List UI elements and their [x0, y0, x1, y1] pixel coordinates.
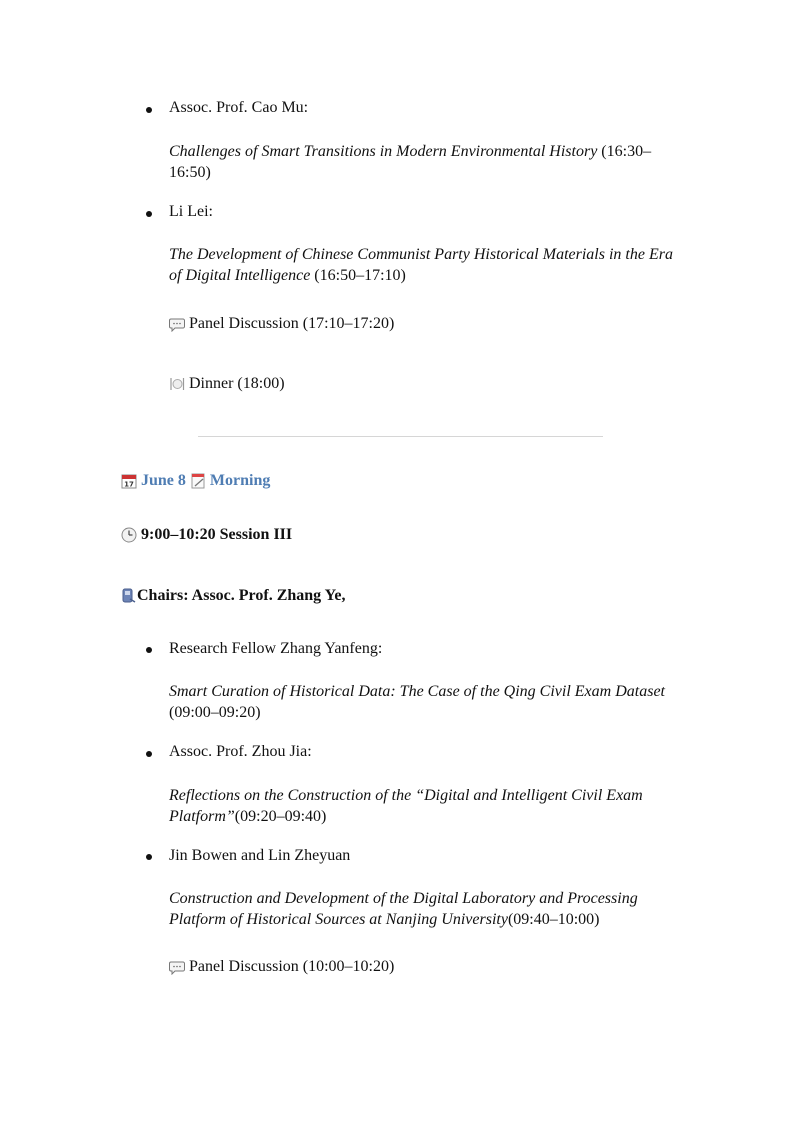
- bullet: [146, 647, 152, 653]
- talk-title-block: [169, 888, 659, 930]
- talk-title: The Development of Chinese Communist Party Historical Materials in the Era of Digital Intelligence: [169, 246, 673, 284]
- panel-discussion: [169, 315, 394, 333]
- plate-icon: [169, 377, 185, 391]
- session-title: 9:00–10:20 Session III: [141, 526, 293, 543]
- bullet: [146, 854, 152, 860]
- talk-title-block: [169, 681, 699, 723]
- dinner: [169, 375, 285, 393]
- telephone-icon: [121, 587, 137, 605]
- talk-time: (16:30–16:50): [169, 143, 652, 181]
- divider: [198, 436, 603, 437]
- talk-time: (09:20–09:40): [234, 808, 327, 825]
- talk-title-block: [169, 141, 689, 183]
- talk-title: Reflections on the Construction of the “Digital and Intelligent Civil Exam Platform”: [169, 787, 643, 825]
- svg-text:17: 17: [124, 480, 134, 489]
- day-date: June 8: [141, 472, 186, 489]
- notepad-icon: [190, 473, 206, 489]
- talk-time: (09:40–10:00): [507, 911, 600, 928]
- talk-title-block: [169, 785, 669, 827]
- talk-title: Challenges of Smart Transitions in Modern Environmental History: [169, 143, 598, 160]
- session-heading: [121, 526, 292, 544]
- talk-time: (09:00–09:20): [169, 704, 261, 721]
- chairs-line: [121, 587, 345, 605]
- panel-discussion-label: Panel Discussion (17:10–17:20): [189, 315, 395, 332]
- clock-icon: [121, 527, 137, 543]
- panel-discussion-label: Panel Discussion (10:00–10:20): [189, 958, 395, 975]
- talk-title: Construction and Development of the Digital Laboratory and Processing Platform of Historical Sources at Nanjing University: [169, 890, 638, 928]
- chairs-label: Chairs: Assoc. Prof. Zhang Ye,: [137, 587, 346, 604]
- speaker-name: Jin Bowen and Lin Zheyuan: [169, 847, 351, 864]
- speech-bubble-icon: [169, 318, 185, 330]
- talk-title-block: [169, 244, 689, 286]
- bullet: [146, 211, 152, 217]
- day-period: Morning: [209, 472, 271, 489]
- talk-time: (16:50–17:10): [310, 267, 406, 284]
- calendar-icon: [121, 473, 137, 489]
- day-heading: [121, 472, 270, 490]
- speaker-name: Assoc. Prof. Cao Mu:: [169, 99, 309, 116]
- bullet: [146, 751, 152, 757]
- dinner-label: Dinner (18:00): [189, 375, 285, 392]
- speaker-name: Research Fellow Zhang Yanfeng:: [169, 640, 383, 657]
- panel-discussion: [169, 958, 394, 976]
- speech-bubble-icon: [169, 961, 185, 973]
- bullet: [146, 107, 152, 113]
- talk-title: Smart Curation of Historical Data: The Case of the Qing Civil Exam Dataset: [169, 683, 665, 700]
- speaker-name: Li Lei:: [169, 203, 213, 220]
- speaker-name: Assoc. Prof. Zhou Jia:: [169, 743, 312, 760]
